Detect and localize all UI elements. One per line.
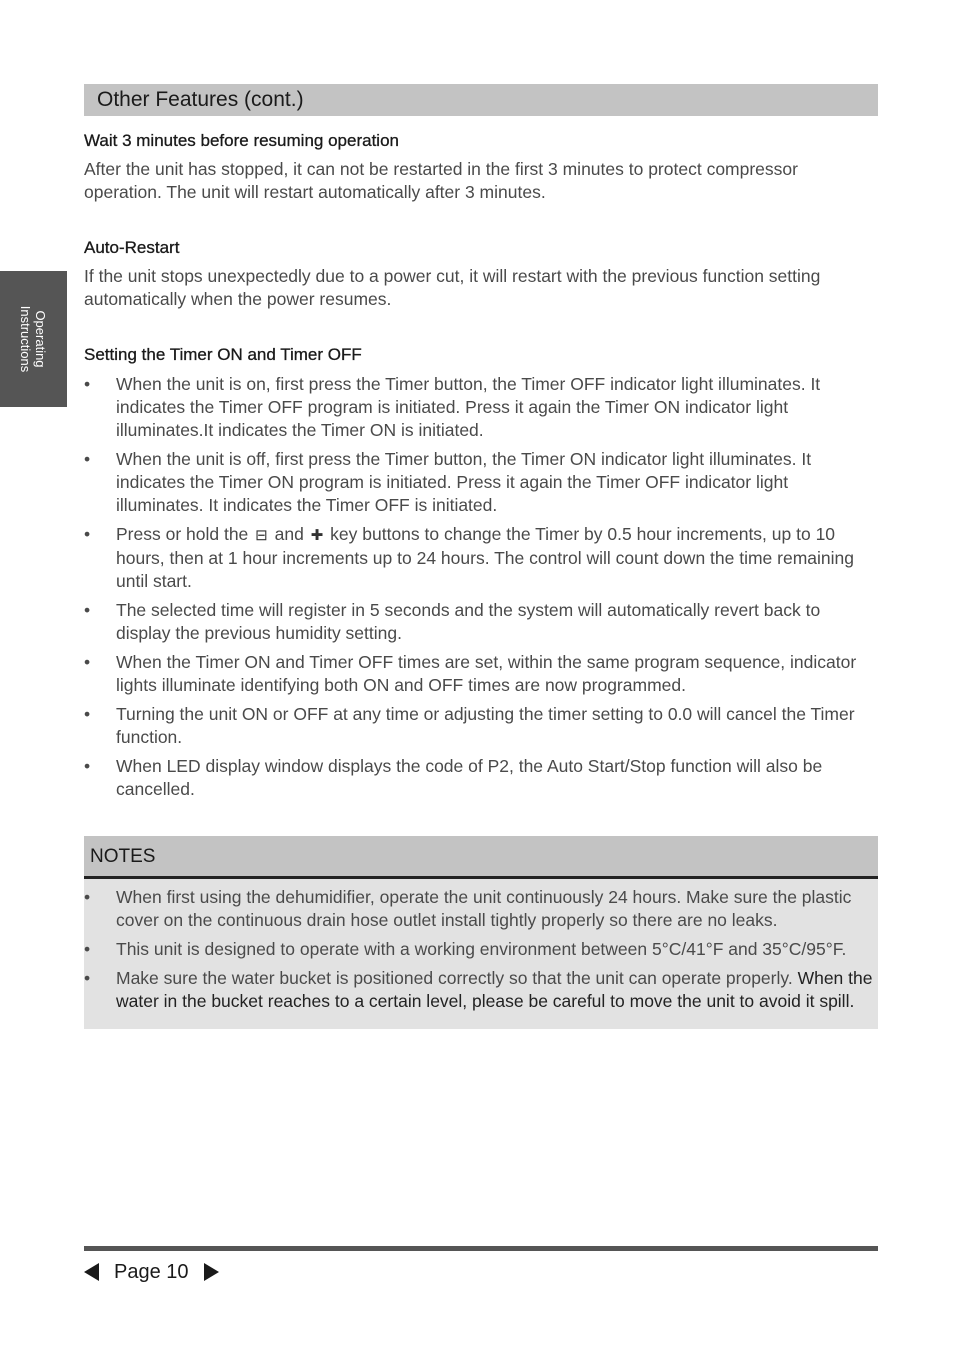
list-item (84, 886, 878, 932)
list-item (84, 651, 878, 697)
wait-text: After the unit has stopped, it can not be restarted in the first 3 minutes to protect compressor operation. The unit will restart automatically after 3 minutes. (84, 159, 798, 202)
wait-section (84, 130, 878, 204)
notes-title: NOTES (84, 836, 878, 879)
list-item (84, 599, 878, 645)
auto-restart-section (84, 237, 878, 311)
timer-list (84, 373, 878, 801)
plus-key-icon: ✚ (310, 527, 324, 544)
notes-box (84, 836, 878, 1029)
page-footer (84, 1258, 219, 1286)
notes-list (84, 886, 878, 1013)
list-item-text: When the unit is on, first press the Timer button, the Timer OFF indicator light illuminates. It indicates the Timer OFF program is initiated. Press it again the Timer ON indicator light illuminates.It indicates the Timer ON is initiated. (116, 374, 821, 440)
bullet: • (84, 524, 91, 544)
auto-restart-text: If the unit stops unexpectedly due to a power cut, it will restart with the previous function setting automatically when the power resumes. (84, 266, 821, 309)
list-item (84, 755, 878, 801)
list-item (84, 523, 878, 593)
next-page-icon[interactable] (204, 1263, 219, 1281)
bullet: • (84, 449, 91, 469)
list-item-text: When first using the dehumidifier, operate the unit continuously 24 hours. Make sure the plastic cover on the continuous drain hose outlet install tightly properly so there are no leaks. (116, 887, 852, 930)
side-tab (0, 271, 67, 407)
bullet: • (84, 887, 91, 907)
bullet: • (84, 652, 91, 672)
list-item-text: and (274, 524, 304, 544)
list-item-text: key buttons to change the Timer by 0.5 hour increments, up to 10 hours, then at 1 hour increments up to 24 hours. The control will count down the time remaining until start. (116, 524, 854, 591)
section-title: Other Features (cont.) (84, 84, 878, 116)
wait-heading: Wait 3 minutes before resuming operation (84, 131, 399, 150)
bullet: • (84, 756, 91, 776)
bullet: • (84, 968, 91, 988)
list-item (84, 967, 878, 1013)
list-item-text: When the Timer ON and Timer OFF times are set, within the same program sequence, indicator lights illuminate identifying both ON and OFF times are now programmed. (116, 652, 857, 695)
timer-heading: Setting the Timer ON and Timer OFF (84, 345, 362, 364)
side-tab-line2: Instructions (18, 305, 33, 373)
minus-key-icon: ⊟ (255, 527, 268, 544)
list-item-text: When the unit is off, first press the Timer button, the Timer ON indicator light illuminates. It indicates the Timer ON program is initiated. Press it again the Timer OFF indicator light illuminates. It indicates the Timer OFF is initiated. (116, 449, 812, 515)
list-item (84, 373, 878, 442)
bullet: • (84, 939, 91, 959)
bullet: • (84, 704, 91, 724)
list-item-text: This unit is designed to operate with a working environment between 5°C/41°F and 35°C/95°F. (116, 939, 847, 959)
bullet: • (84, 374, 91, 394)
list-item-text: Press or hold the (116, 524, 249, 544)
list-item-text: The selected time will register in 5 seconds and the system will automatically revert back to display the previous humidity setting. (116, 600, 821, 643)
timer-section (84, 344, 878, 801)
main-content (84, 84, 878, 807)
list-item-text: When LED display window displays the code of P2, the Auto Start/Stop function will also be cancelled. (116, 756, 823, 799)
list-item (84, 938, 878, 961)
list-item (84, 703, 878, 749)
list-item-text: Make sure the water bucket is positioned correctly so that the unit can operate properly. (116, 968, 793, 988)
footer-divider (84, 1246, 878, 1251)
list-item (84, 448, 878, 517)
prev-page-icon[interactable] (84, 1263, 99, 1281)
side-tab-label (18, 306, 48, 372)
page-number: Page 10 (114, 1260, 189, 1283)
auto-restart-heading: Auto-Restart (84, 238, 180, 257)
list-item-text-emphasis: When the water in the bucket reaches to a certain level, please be careful to move the unit to avoid it spill. (116, 968, 873, 1011)
list-item-text: Turning the unit ON or OFF at any time or adjusting the timer setting to 0.0 will cancel the Timer function. (116, 704, 855, 747)
side-tab-line1: Operating (33, 310, 48, 368)
bullet: • (84, 600, 91, 620)
